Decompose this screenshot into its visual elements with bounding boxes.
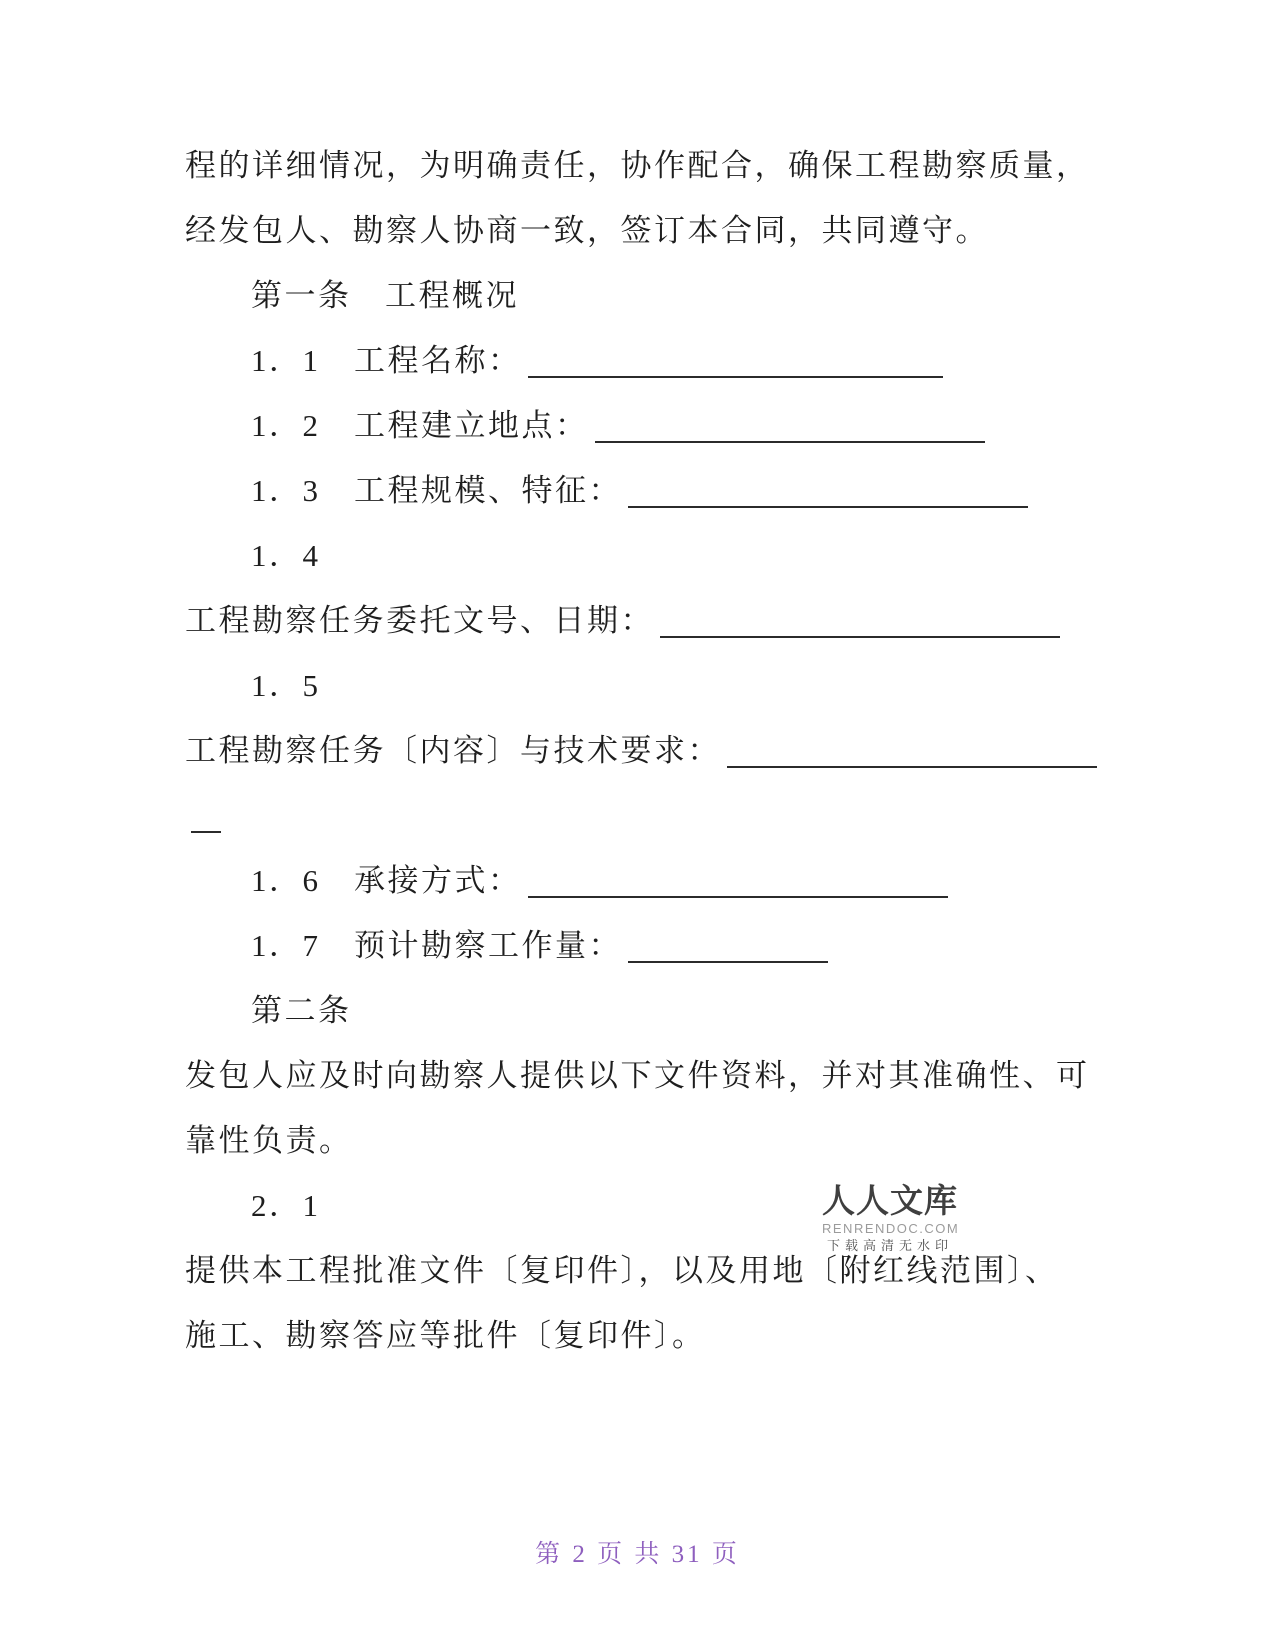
- document-line: [185, 1173, 1100, 1238]
- page-number-footer: 第 2 页 共 31 页: [535, 1541, 740, 1568]
- fill-in-blank-underline: [528, 345, 943, 378]
- fill-in-blank-underline: [191, 800, 221, 833]
- fill-in-blank-underline: [628, 930, 828, 963]
- line-text: 1．7 预计勘察工作量：: [251, 928, 622, 963]
- line-text: 工程勘察任务〔内容〕与技术要求：: [185, 733, 721, 768]
- document-line: [185, 1238, 1100, 1303]
- line-text: 1．6 承接方式：: [251, 863, 522, 898]
- document-line: [185, 978, 1100, 1043]
- line-text: 1．1 工程名称：: [251, 343, 522, 378]
- fill-in-blank-underline: [727, 735, 1097, 768]
- document-line: [185, 718, 1100, 783]
- document-line: [185, 198, 1100, 263]
- line-text: 第一条 工程概况: [251, 278, 519, 313]
- line-text: 1．4: [251, 538, 321, 573]
- line-text: 1．2 工程建立地点：: [251, 408, 589, 443]
- document-line: [185, 263, 1100, 328]
- document-line: [185, 588, 1100, 653]
- fill-in-blank-underline: [528, 865, 948, 898]
- fill-in-blank-underline: [660, 605, 1060, 638]
- document-line: [185, 783, 1100, 848]
- document-line: [185, 1043, 1100, 1108]
- line-text: 经发包人、勘察人协商一致，签订本合同，共同遵守。: [185, 213, 989, 248]
- document-line: [185, 848, 1100, 913]
- line-text: 发包人应及时向勘察人提供以下文件资料，并对其准确性、可: [185, 1058, 1090, 1093]
- line-text: 1．3 工程规模、特征：: [251, 473, 622, 508]
- document-line: [185, 393, 1100, 458]
- line-text: 第二条: [251, 993, 352, 1028]
- watermark-logo-text: 人人文库: [822, 1184, 958, 1220]
- line-text: 2．1: [251, 1188, 321, 1223]
- document-line: [185, 328, 1100, 393]
- line-text: 施工、勘察答应等批件〔复印件〕。: [185, 1318, 706, 1353]
- watermark-domain-text: RENRENDOC.COM: [822, 1221, 960, 1236]
- watermark-tagline-text: 下载高清无水印: [826, 1238, 953, 1253]
- document-line: [185, 523, 1100, 588]
- line-text: 靠性负责。: [185, 1123, 353, 1158]
- line-text: 程的详细情况，为明确责任，协作配合，确保工程勘察质量，: [185, 148, 1090, 183]
- document-line: [185, 458, 1100, 523]
- fill-in-blank-underline: [628, 475, 1028, 508]
- line-text: 1．5: [251, 668, 321, 703]
- document-line: [185, 133, 1100, 198]
- fill-in-blank-underline: [595, 410, 985, 443]
- document-line: [185, 1303, 1100, 1368]
- document-line: [185, 653, 1100, 718]
- line-text: 工程勘察任务委托文号、日期：: [185, 603, 654, 638]
- document-line: [185, 1108, 1100, 1173]
- watermark: [822, 1186, 958, 1252]
- document-line: [185, 913, 1100, 978]
- line-text: 提供本工程批准文件〔复印件〕，以及用地〔附红线范围〕、: [185, 1253, 1059, 1288]
- document-content: [185, 133, 1100, 1368]
